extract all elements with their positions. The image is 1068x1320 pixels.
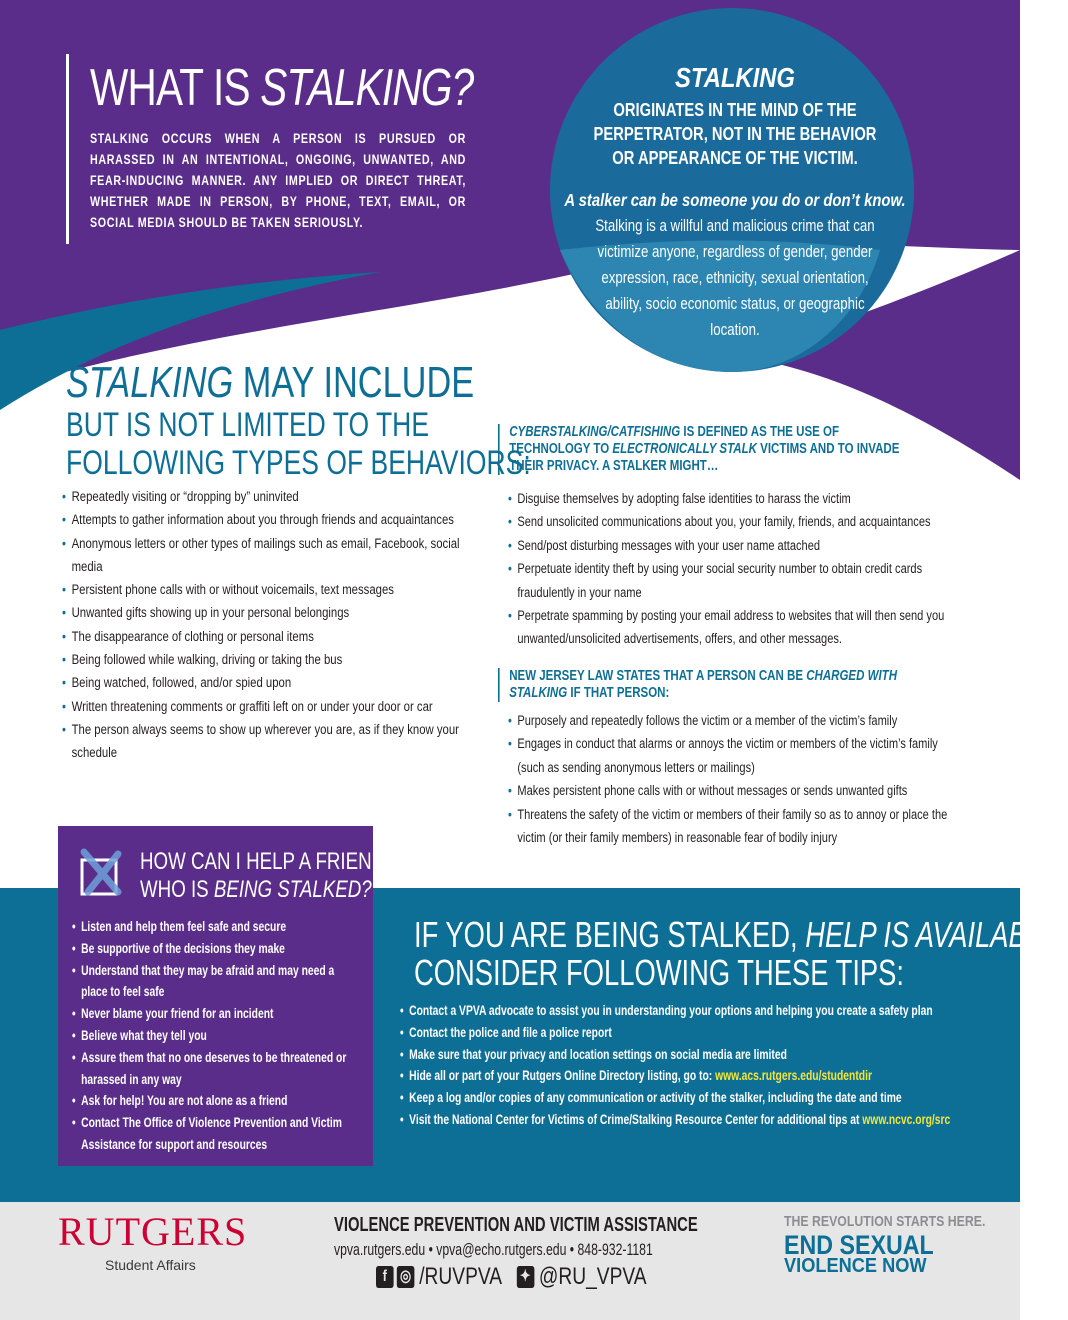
list-item bbox=[400, 1065, 962, 1087]
circle-subheading-line2: PERPETRATOR, NOT IN THE BEHAVIOR bbox=[593, 124, 877, 144]
help-available-title bbox=[414, 916, 1068, 992]
list-item: • Send unsolicited communications about you, your family, friends, and acquaintances bbox=[508, 511, 960, 534]
list-item: • Listen and help them feel safe and secure bbox=[72, 916, 353, 938]
help-available-title-a: IF YOU ARE BEING STALKED, bbox=[414, 914, 806, 955]
facebook-instagram-handle[interactable]: /RUVPVA bbox=[419, 1263, 503, 1290]
list-item: • Contact the police and file a police report bbox=[400, 1022, 962, 1044]
cyber-head-t1: IS DEFINED AS THE USE OF TECHNOLOGY TO bbox=[509, 424, 840, 457]
rutgers-logo: RUTGERS bbox=[58, 1209, 248, 1254]
list-item: • Purposely and repeatedly follows the victim or a member of the victim’s family bbox=[508, 710, 960, 733]
circle-subheading bbox=[555, 98, 916, 170]
help-friend-title bbox=[140, 848, 385, 904]
list-item: • Never blame your friend for an incident bbox=[72, 1003, 353, 1025]
list-item: • Attempts to gather information about you through friends and acquaintances bbox=[62, 509, 462, 532]
list-item: • Written threatening comments or graffiti left on or under your door or car bbox=[62, 696, 462, 719]
list-item: • Being watched, followed, and/or spied upon bbox=[62, 672, 462, 695]
list-item: • The person always seems to show up wherever you are, as if they know your schedule bbox=[62, 719, 462, 766]
intro-text: STALKING OCCURS WHEN A PERSON IS PURSUED OR HARASSED IN AN INTENTIONAL, ONGOING, UNWANTED, AND FEAR-INDUCING MANNER. ANY IMPLIED OR DIRECT THREAT, WHETHER MADE IN PERSON, BY PHONE, TEXT, EMAIL, OR SOCIAL MEDIA SHOULD BE TAKEN SERIOUSLY. bbox=[90, 131, 466, 230]
circle-subheading-line1: ORIGINATES IN THE MIND OF THE bbox=[613, 100, 857, 120]
may-include-title-rest: MAY INCLUDE bbox=[233, 358, 475, 407]
list-item: • Assure them that no one deserves to be threatened or harassed in any way bbox=[72, 1047, 353, 1091]
tip-text: Visit the National Center for Victims of Crime/Stalking Resource Center for additional tips at bbox=[409, 1111, 863, 1127]
title-rule bbox=[66, 54, 69, 244]
help-available-title-em: HELP IS AVAILABLE. bbox=[805, 914, 1068, 955]
list-item: • Repeatedly visiting or “dropping by” uninvited bbox=[62, 486, 462, 509]
rutgers-subtitle: Student Affairs bbox=[105, 1257, 196, 1273]
org-name: VIOLENCE PREVENTION AND VICTIM ASSISTANCE bbox=[334, 1214, 698, 1236]
may-include-title-em: STALKING bbox=[66, 358, 234, 407]
directory-link[interactable]: www.acs.rutgers.edu/studentdir bbox=[715, 1068, 872, 1084]
list-item: • Contact The Office of Violence Prevention and Victim Assistance for support and resources bbox=[72, 1112, 353, 1156]
help-available-title-line2: CONSIDER FOLLOWING THESE TIPS: bbox=[414, 952, 905, 993]
cyberstalking-list bbox=[508, 488, 960, 652]
list-item: • Understand that they may be afraid and may need a place to feel safe bbox=[72, 960, 353, 1004]
list-item: • Send/post disturbing messages with your user name attached bbox=[508, 535, 960, 558]
list-item: • Contact a VPVA advocate to assist you in understanding your options and helping you create a safety plan bbox=[400, 1000, 962, 1022]
end-sexual-line: END SEXUAL bbox=[784, 1230, 934, 1260]
help-friend-title-line2-em: BEING STALKED? bbox=[213, 876, 372, 903]
nj-head-em: CHARGED WITH STALKING bbox=[509, 668, 898, 701]
revolution-tagline: THE REVOLUTION STARTS HERE. bbox=[784, 1213, 986, 1230]
circle-body: Stalking is a willful and malicious crime that can victimize anyone, regardless of gender, gender expression, race, ethnicity, sexual orientation, ability, socio economic status, or geographic location. bbox=[595, 216, 875, 339]
help-friend-list bbox=[72, 916, 353, 1156]
circle-heading: STALKING bbox=[675, 62, 795, 93]
list-item: • Perpetrate spamming by posting your email address to websites that will then send you unwanted/unsolicited advertisements, offers, and other messages. bbox=[508, 605, 960, 652]
list-item bbox=[400, 1109, 962, 1131]
list-item: • Ask for help! You are not alone as a friend bbox=[72, 1090, 353, 1112]
may-include-subtitle-line2: FOLLOWING TYPES OF BEHAVIORS: bbox=[66, 444, 531, 482]
list-item: • Anonymous letters or other types of mailings such as email, Facebook, social media bbox=[62, 533, 462, 580]
circle-content bbox=[515, 62, 955, 343]
cyber-head-em1: CYBERSTALKING/CATFISHING bbox=[509, 424, 681, 440]
tips-list bbox=[400, 1000, 962, 1131]
list-item: • Disguise themselves by adopting false identities to harass the victim bbox=[508, 488, 960, 511]
facebook-icon[interactable]: f bbox=[376, 1266, 394, 1288]
list-item: • Perpetuate identity theft by using your social security number to obtain credit cards fraudulently in your name bbox=[508, 558, 960, 605]
list-item: • Unwanted gifts showing up in your personal belongings bbox=[62, 602, 462, 625]
title-part1: WHAT IS bbox=[90, 59, 261, 117]
cyberstalking-heading bbox=[498, 424, 914, 475]
list-item: • Keep a log and/or copies of any communication or activity of the stalker, including the date and time bbox=[400, 1087, 962, 1109]
page-title bbox=[90, 58, 473, 118]
list-item: • Be supportive of the decisions they make bbox=[72, 938, 353, 960]
instagram-icon[interactable]: ◎ bbox=[397, 1266, 415, 1288]
nj-head-t2: IF THAT PERSON: bbox=[567, 685, 670, 701]
list-item: • Makes persistent phone calls with or without messages or sends unwanted gifts bbox=[508, 780, 960, 803]
list-item: • Engages in conduct that alarms or annoys the victim or members of the victim’s family (such as sending anonymous letters or mailings) bbox=[508, 733, 960, 780]
nj-law-list bbox=[508, 710, 960, 850]
list-item: • Make sure that your privacy and location settings on social media are limited bbox=[400, 1044, 962, 1066]
ncvc-link[interactable]: www.ncvc.org/src bbox=[862, 1111, 951, 1127]
help-friend-title-line2a: WHO IS bbox=[140, 876, 214, 903]
list-item: • Threatens the safety of the victim or members of their family so as to annoy or place the victim (or their family members) in reasonable fear of bodily injury bbox=[508, 804, 960, 851]
behaviors-list bbox=[62, 486, 462, 766]
tip-text: Hide all or part of your Rutgers Online Directory listing, go to: bbox=[409, 1068, 716, 1084]
org-contact: vpva.rutgers.edu • vpva@echo.rutgers.edu • 848-932-1181 bbox=[334, 1240, 653, 1259]
title-part2: STALKING? bbox=[260, 59, 474, 117]
twitter-icon[interactable]: ✦ bbox=[516, 1266, 534, 1288]
twitter-handle[interactable]: @RU_VPVA bbox=[538, 1263, 647, 1290]
cyber-head-em2: ELECTRONICALLY STALK bbox=[612, 441, 757, 457]
social-row bbox=[376, 1262, 658, 1292]
violence-now-line: VIOLENCE NOW bbox=[784, 1255, 927, 1277]
list-item: • The disappearance of clothing or personal items bbox=[62, 626, 462, 649]
nj-law-heading bbox=[498, 668, 914, 702]
may-include-subtitle-line1: BUT IS NOT LIMITED TO THE bbox=[66, 406, 430, 444]
list-item: • Being followed while walking, driving or taking the bus bbox=[62, 649, 462, 672]
list-item: • Persistent phone calls with or without voicemails, text messages bbox=[62, 579, 462, 602]
help-friend-title-line1: HOW CAN I HELP A FRIEND bbox=[140, 848, 386, 875]
list-item: • Believe what they tell you bbox=[72, 1025, 353, 1047]
cyber-head-t2: VICTIMS AND TO INVADE THEIR PRIVACY. A STALKER MIGHT… bbox=[509, 441, 900, 474]
circle-subheading-line3: OR APPEARANCE OF THE VICTIM. bbox=[612, 148, 858, 168]
circle-italic-line: A stalker can be someone you do or don’t know. bbox=[564, 190, 906, 210]
nj-head-t1: NEW JERSEY LAW STATES THAT A PERSON CAN BE bbox=[509, 668, 807, 684]
may-include-title bbox=[66, 360, 531, 482]
checkbox-x-icon bbox=[78, 846, 130, 898]
